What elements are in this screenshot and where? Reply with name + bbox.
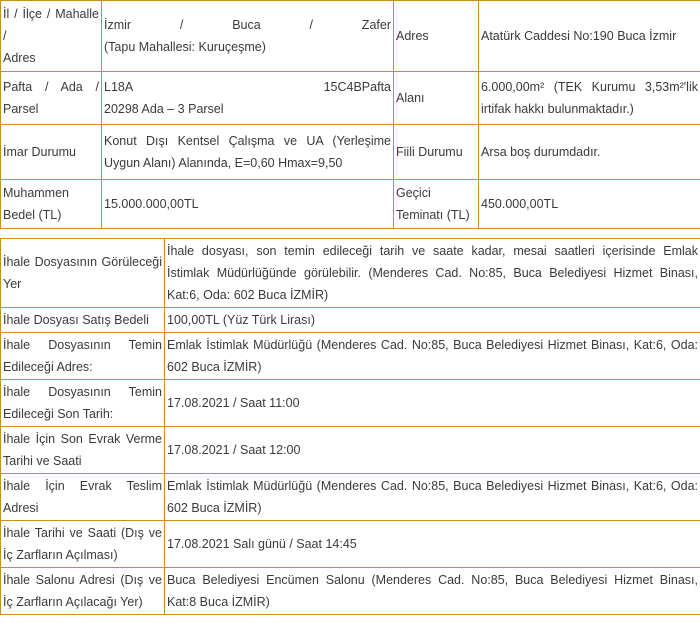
label-cell-line: İhale Tarihi ve Saati (Dış ve [3, 526, 162, 540]
property-row [1, 125, 700, 180]
label-cell-line: İhale Dosyası Satış Bedeli [3, 313, 149, 327]
label-cell-line: İhale İçin Son Evrak Verme [3, 432, 162, 446]
label-cell-line: İl / İlçe / Mahalle / [3, 7, 99, 43]
label-cell-line: Yer [3, 277, 22, 291]
value-cell [165, 308, 700, 333]
label-cell-line: Adres [396, 29, 429, 43]
value-cell [479, 1, 700, 72]
value-cell [102, 1, 394, 72]
value-cell-line: Atatürk Caddesi No:190 Buca İzmir [481, 29, 677, 43]
label-cell-line: Bedel (TL) [3, 208, 62, 222]
value-cell-line: (Tapu Mahallesi: Kuruçeşme) [104, 40, 266, 54]
label-cell-line: İmar Durumu [3, 145, 76, 159]
value-cell-line: Kat:8 Buca İZMİR) [167, 595, 270, 609]
tender-row [1, 568, 700, 615]
label-cell [1, 521, 165, 568]
label-cell [1, 427, 165, 474]
label-cell [394, 125, 479, 180]
value-cell-line: 602 Buca İZMİR) [167, 360, 262, 374]
label-cell [1, 72, 102, 125]
value-cell-line: 15.000.000,00TL [104, 197, 199, 211]
label-cell [1, 568, 165, 615]
value-cell [165, 521, 700, 568]
label-cell-line: İç Zarfların Açılması) [3, 548, 118, 562]
value-cell-line: 17.08.2021 Salı günü / Saat 14:45 [167, 537, 357, 551]
label-cell [1, 333, 165, 380]
label-cell [1, 474, 165, 521]
label-cell [1, 380, 165, 427]
value-cell-line: 100,00TL (Yüz Türk Lirası) [167, 313, 315, 327]
value-cell [102, 125, 394, 180]
label-cell-line: Parsel [3, 102, 39, 116]
label-cell-line: Adresi [3, 501, 39, 515]
property-row [1, 1, 700, 72]
label-cell [394, 1, 479, 72]
value-cell-line: Kat:6, Oda: 602 Buca İZMİR) [167, 288, 329, 302]
label-cell-line: İhale İçin Evrak Teslim [3, 479, 162, 493]
value-cell-line: Uygun Alanı) Alanında, E=0,60 Hmax=9,50 [104, 156, 343, 170]
label-cell-line: Pafta / Ada / [3, 80, 99, 94]
label-cell [1, 125, 102, 180]
tender-row [1, 427, 700, 474]
value-cell [165, 380, 700, 427]
tender-row [1, 380, 700, 427]
value-cell [479, 125, 700, 180]
property-info-table [0, 0, 700, 229]
value-cell-line: 602 Buca İZMİR) [167, 501, 262, 515]
property-row [1, 180, 700, 229]
label-cell-line: Alanı [396, 91, 425, 105]
label-cell [394, 180, 479, 229]
value-cell-line: 6.000,00m² (TEK Kurumu 3,53m²'lik [481, 80, 698, 94]
value-cell-line: Buca Belediyesi Encümen Salonu (Menderes Cad. No:85, Buca Belediyesi Hizmet Binası, [167, 573, 698, 587]
label-cell [1, 180, 102, 229]
label-cell-line: İhale Dosyasının Görüleceği [3, 255, 162, 269]
label-cell-line: Adres [3, 51, 36, 65]
label-cell-line: Edileceği Adres: [3, 360, 93, 374]
label-cell-line: Geçici [396, 186, 431, 200]
label-cell [1, 239, 165, 308]
value-cell-line: İzmir / Buca / Zafer [104, 18, 391, 32]
value-cell-line: 17.08.2021 / Saat 12:00 [167, 443, 301, 457]
label-cell [394, 72, 479, 125]
value-cell [479, 180, 700, 229]
tender-row [1, 521, 700, 568]
label-cell-line: İç Zarfların Açılacağı Yer) [3, 595, 143, 609]
value-cell [102, 180, 394, 229]
value-cell [165, 239, 700, 308]
label-cell [1, 1, 102, 72]
value-cell-line: 450.000,00TL [481, 197, 559, 211]
value-cell-line: Emlak İstimlak Müdürlüğü (Menderes Cad. No:85, Buca Belediyesi Hizmet Binası, Kat:6, Oda: [167, 338, 698, 352]
value-cell [165, 568, 700, 615]
value-cell-line: irtifak hakkı bulunmaktadır.) [481, 102, 634, 116]
value-cell-line: Arsa boş durumdadır. [481, 145, 601, 159]
value-cell-line: İstimlak Müdürlüğünde görülebilir. (Menderes Cad. No:85, Buca Belediyesi Hizmet Binası, [167, 266, 698, 280]
value-cell-line: 17.08.2021 / Saat 11:00 [167, 396, 300, 410]
label-cell-line: Fiili Durumu [396, 145, 463, 159]
tender-info-table [0, 238, 700, 615]
value-cell [165, 427, 700, 474]
label-cell-line: İhale Dosyasının Temin [3, 385, 162, 399]
label-cell [1, 308, 165, 333]
value-cell-line: İhale dosyası, son temin edileceği tarih ve saate kadar, mesai saatleri içerisinde Emlak [167, 244, 698, 258]
value-cell [102, 72, 394, 125]
value-cell [165, 333, 700, 380]
tender-row [1, 333, 700, 380]
property-row [1, 72, 700, 125]
value-cell [165, 474, 700, 521]
value-cell-line: 20298 Ada – 3 Parsel [104, 102, 224, 116]
label-cell-line: Teminatı (TL) [396, 208, 470, 222]
tender-row [1, 474, 700, 521]
tender-row [1, 239, 700, 308]
label-cell-line: Muhammen [3, 186, 69, 200]
tender-row [1, 308, 700, 333]
label-cell-line: İhale Dosyasının Temin [3, 338, 162, 352]
label-cell-line: Tarihi ve Saati [3, 454, 82, 468]
value-cell-line: Emlak İstimlak Müdürlüğü (Menderes Cad. No:85, Buca Belediyesi Hizmet Binası, Kat:6, Oda: [167, 479, 698, 493]
value-cell-line: Konut Dışı Kentsel Çalışma ve UA (Yerleşime [104, 134, 391, 148]
value-cell [479, 72, 700, 125]
label-cell-line: Edileceği Son Tarih: [3, 407, 114, 421]
label-cell-line: İhale Salonu Adresi (Dış ve [3, 573, 162, 587]
value-cell-line: L18A 15C4BPafta [104, 80, 391, 94]
